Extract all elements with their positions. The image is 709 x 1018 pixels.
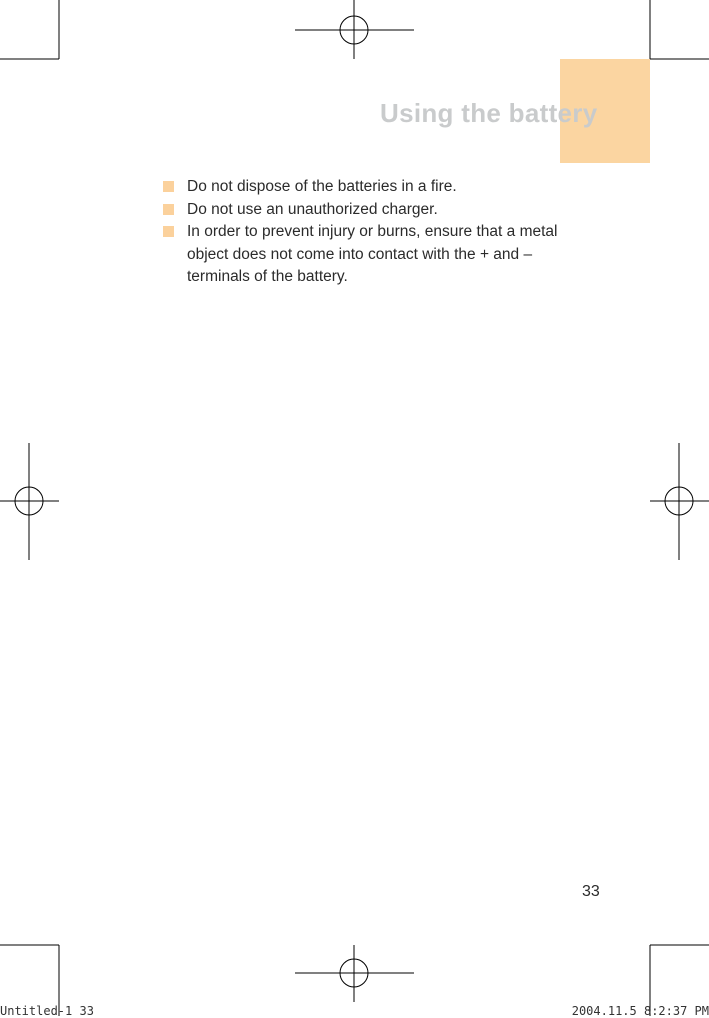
bullet-square-icon: [163, 181, 174, 192]
list-item: [163, 176, 603, 199]
list-item-text: Do not use an unauthorized charger.: [187, 200, 438, 218]
list-item-text: In order to prevent injury or burns, ensure that a metal object does not come into contact with the + and – terminals of the battery.: [187, 223, 558, 285]
bullet-square-icon: [163, 226, 174, 237]
list-item: [163, 199, 603, 222]
list-item: [163, 221, 603, 289]
slug-timestamp: 2004.11.5 8:2:37 PM: [571, 1004, 709, 1018]
list-item-text: Do not dispose of the batteries in a fire.: [187, 178, 457, 195]
bullet-list: [163, 176, 603, 289]
slug-file-info: Untitled-1 33: [0, 1004, 94, 1018]
bullet-square-icon: [163, 204, 174, 215]
page-title: Using the battery: [380, 98, 598, 128]
page-number: 33: [582, 883, 600, 900]
